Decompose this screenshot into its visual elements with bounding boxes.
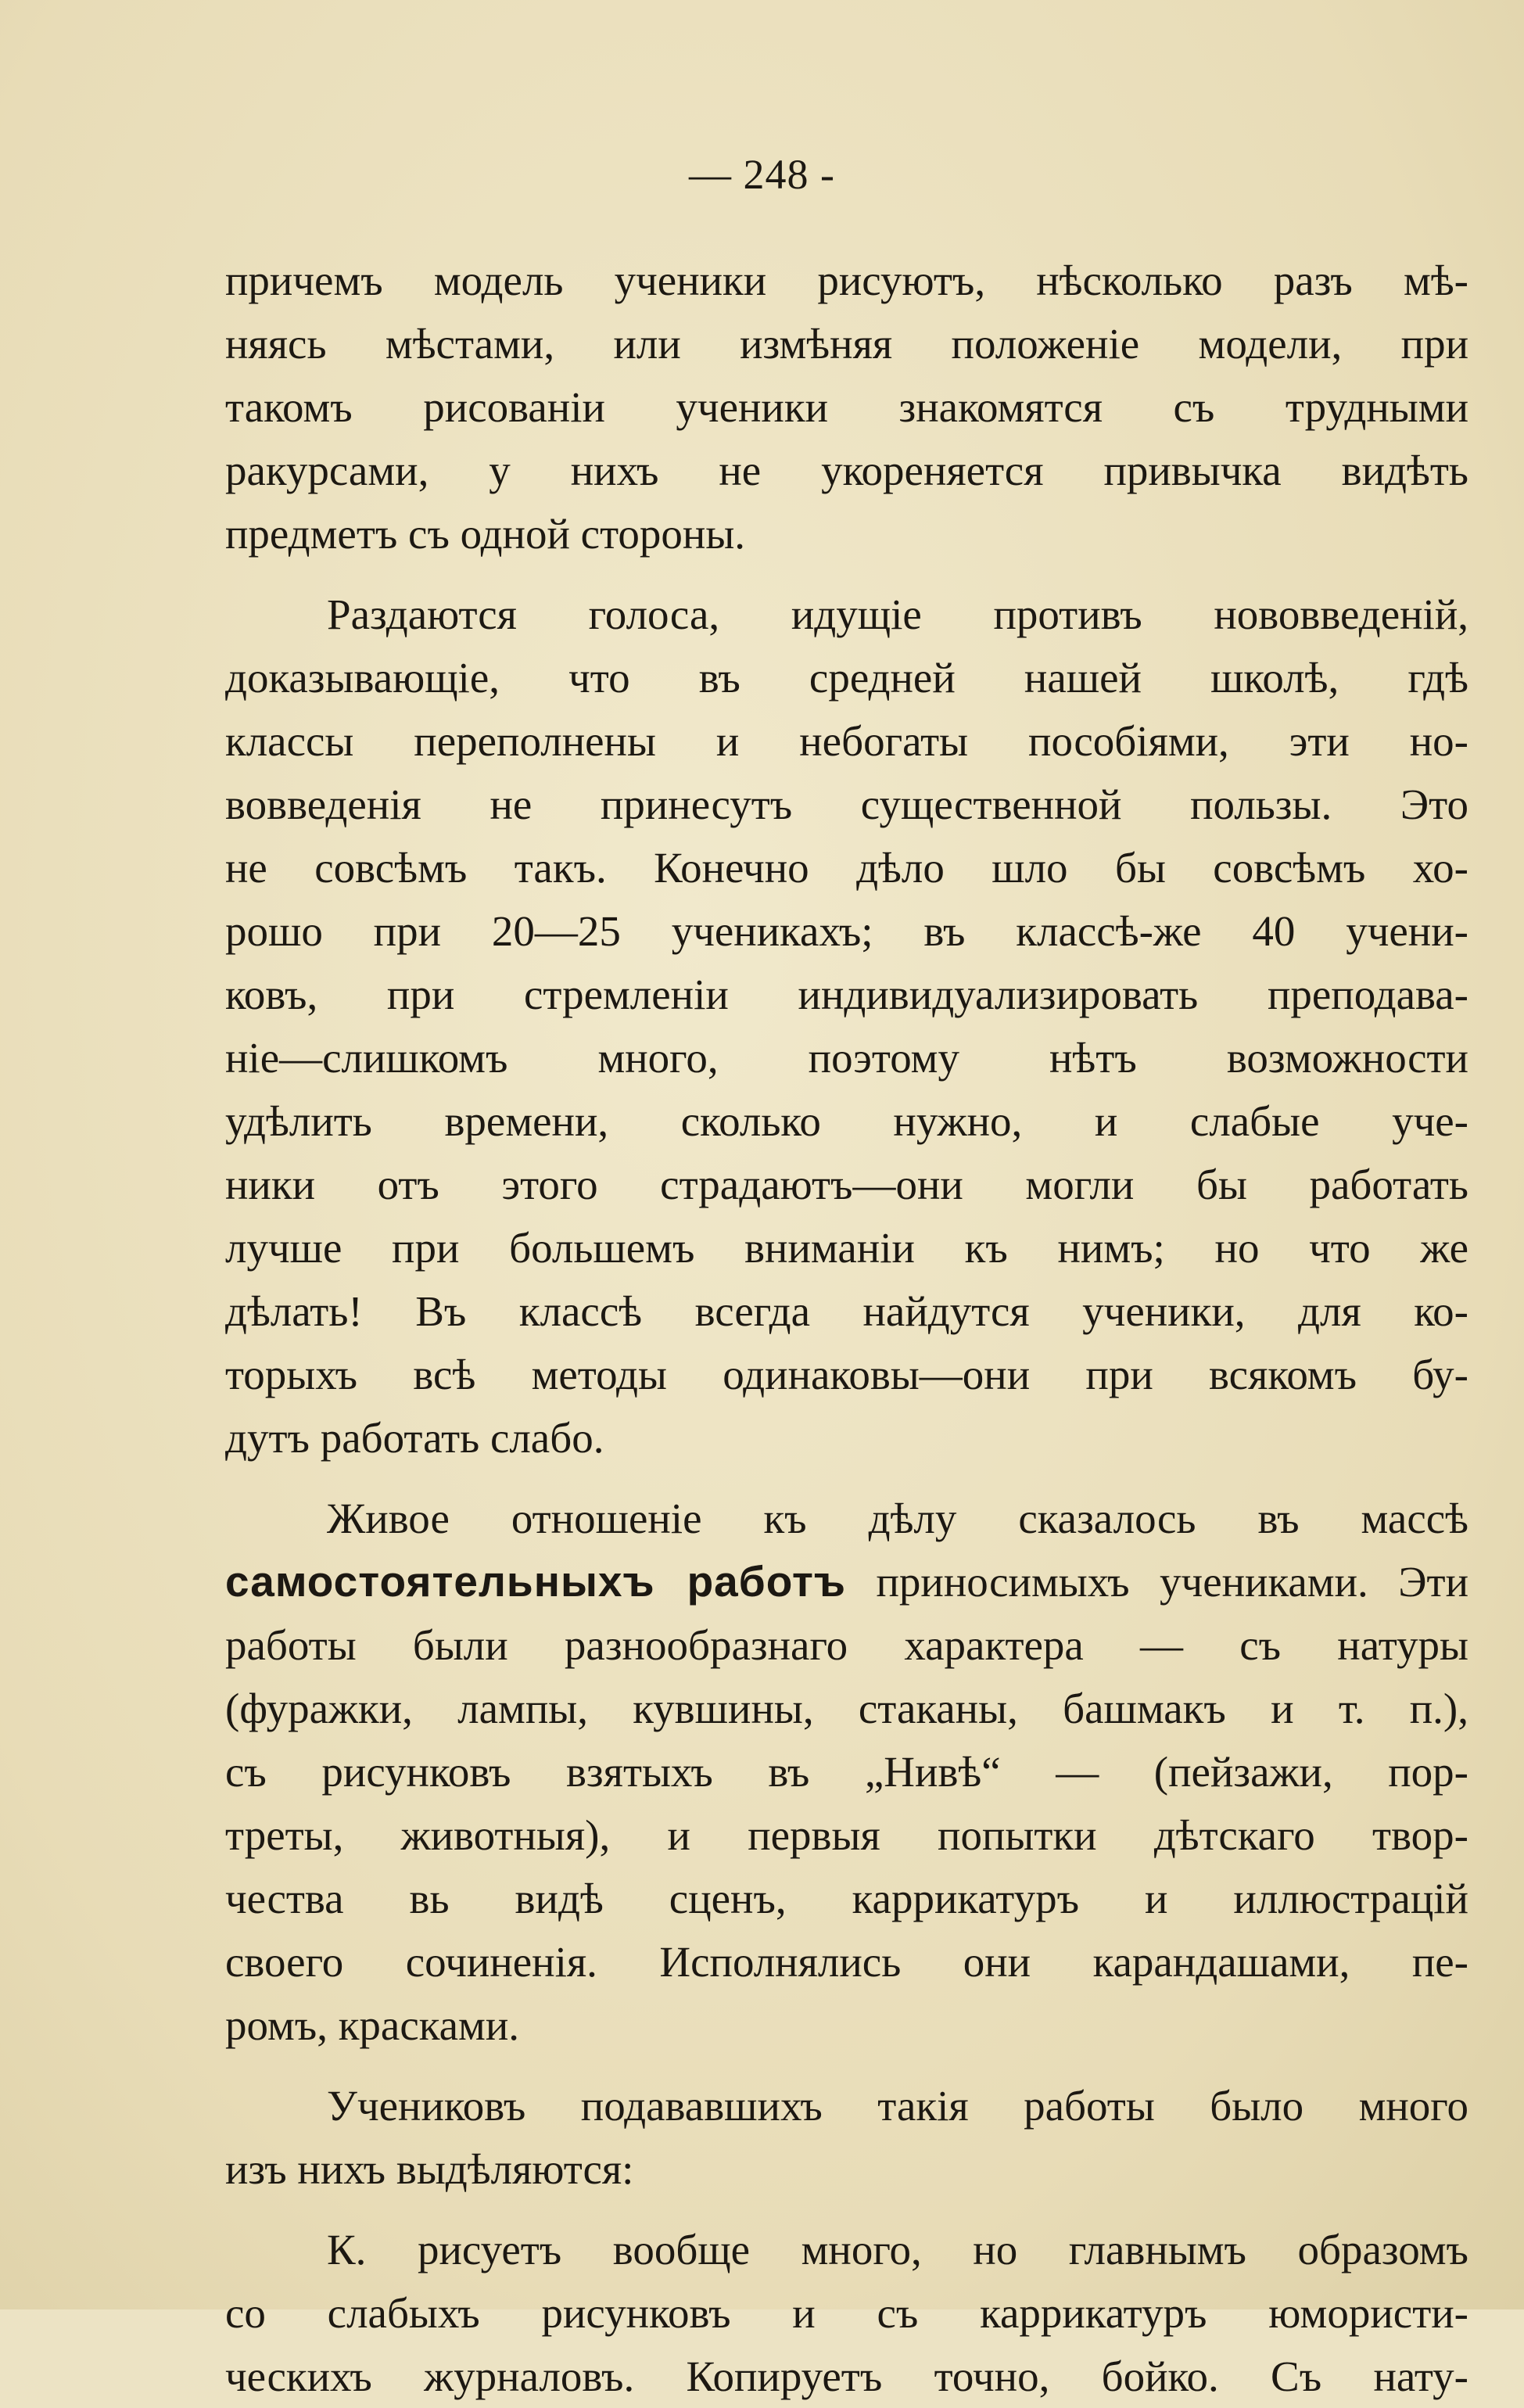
text-line: работы были разнообразнаго характера — съ натуры bbox=[225, 1621, 1468, 1669]
text-line: удѣлить времени, сколько нужно, и слабые уче- bbox=[225, 1097, 1468, 1145]
body-text bbox=[225, 249, 1468, 2408]
text-line: дѣлать! Въ классѣ всегда найдутся ученики, для ко- bbox=[225, 1287, 1468, 1335]
text-line: торыхъ всѣ методы одинаковы—они при всякомъ бу- bbox=[225, 1351, 1468, 1398]
text-line: Учениковъ подававшихъ такія работы было много bbox=[327, 2082, 1468, 2130]
text-line: съ рисунковъ взятыхъ въ „Нивѣ“ — (пейзажи, пор- bbox=[225, 1748, 1468, 1796]
text-line: лучше при большемъ вниманіи къ нимъ; но что же bbox=[225, 1224, 1468, 1272]
text-line bbox=[225, 1550, 1468, 1613]
text-line: дутъ работать слабо. bbox=[225, 1414, 604, 1462]
text-line: Живое отношеніе къ дѣлу сказалось въ массѣ bbox=[327, 1495, 1468, 1542]
text-line: К. рисуетъ вообще много, но главнымъ образомъ bbox=[327, 2226, 1468, 2273]
text-line: вовведенія не принесутъ существенной пользы. Это bbox=[225, 781, 1468, 828]
text-line: ники отъ этого страдаютъ—они могли бы работать bbox=[225, 1161, 1468, 1208]
text-line: такомъ рисованіи ученики знакомятся съ трудными bbox=[225, 383, 1468, 431]
text-line: треты, животныя), и первыя попытки дѣтскаго твор- bbox=[225, 1811, 1468, 1859]
text-line: своего сочиненія. Исполнялись они карандашами, пе- bbox=[225, 1938, 1468, 1986]
paragraph-1 bbox=[225, 249, 1468, 565]
text-line: со слабыхъ рисунковъ и съ каррикатуръ юмористи- bbox=[225, 2289, 1468, 2337]
text-line: не совсѣмъ такъ. Конечно дѣло шло бы совсѣмъ хо- bbox=[225, 844, 1468, 892]
text-line: чества вь видѣ сценъ, каррикатуръ и иллюстрацій bbox=[225, 1875, 1468, 1922]
text-line: изъ нихъ выдѣляются: bbox=[225, 2145, 634, 2193]
paragraph-5 bbox=[225, 2218, 1468, 2408]
text-line: (фуражки, лампы, кувшины, стаканы, башмакъ и т. п.), bbox=[225, 1685, 1468, 1732]
emphasized-term: самостоятельныхъ работъ bbox=[225, 1557, 846, 1606]
text-line: предметъ съ одной стороны. bbox=[225, 510, 746, 558]
page-number: — 248 - bbox=[689, 151, 835, 198]
text-line: классы переполнены и небогаты пособіями, эти но- bbox=[225, 717, 1468, 765]
text-line: няясь мѣстами, или измѣняя положеніе модели, при bbox=[225, 320, 1468, 368]
paragraph-3 bbox=[225, 1487, 1468, 2057]
text-line: ніе—слишкомъ много, поэтому нѣтъ возможности bbox=[225, 1034, 1468, 1082]
text-line: доказывающіе, что въ средней нашей школѣ, гдѣ bbox=[225, 654, 1468, 702]
text-line: ракурсами, у нихъ не укореняется привычка видѣть bbox=[225, 447, 1468, 494]
text-line: ческихъ журналовъ. Копируетъ точно, бойко. Съ нату- bbox=[225, 2352, 1468, 2400]
text-line: причемъ модель ученики рисуютъ, нѣсколько разъ мѣ- bbox=[225, 257, 1468, 304]
text-run: приносимыхъ учениками. Эти bbox=[846, 1558, 1468, 1606]
text-line: Раздаются голоса, идущіе противъ нововведеній, bbox=[327, 590, 1468, 638]
text-line: ковъ, при стремленіи индивидуализировать преподава- bbox=[225, 971, 1468, 1018]
paragraph-2 bbox=[225, 583, 1468, 1470]
paragraph-4 bbox=[225, 2074, 1468, 2201]
text-line: рошо при 20—25 ученикахъ; въ классѣ-же 40 учени- bbox=[225, 907, 1468, 955]
text-line: ромъ, красками. bbox=[225, 2001, 520, 2049]
